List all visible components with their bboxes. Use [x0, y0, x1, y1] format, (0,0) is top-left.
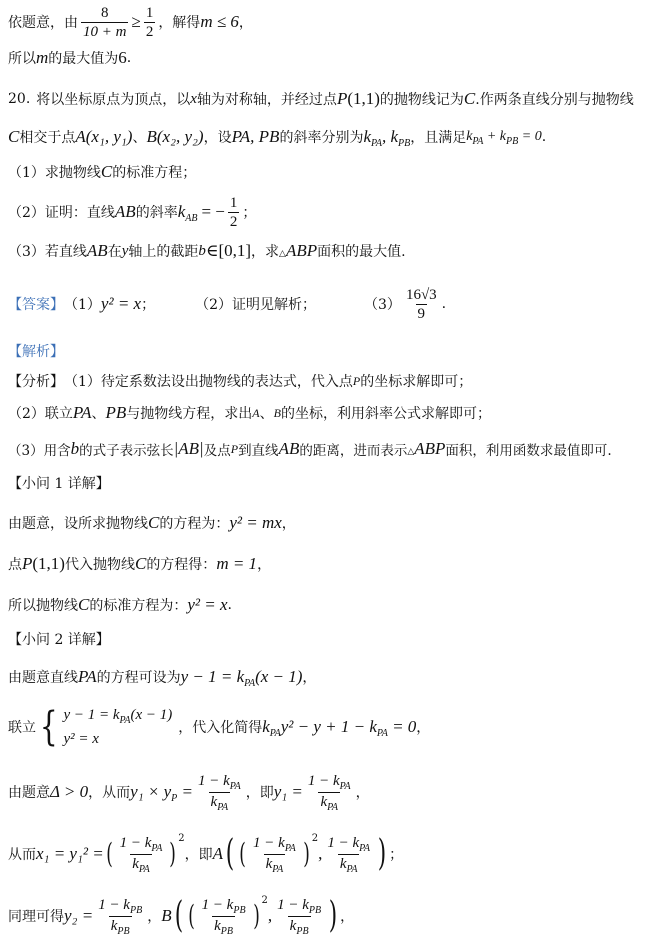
math-var: C — [463, 89, 476, 108]
math-eq: y₂ = — [64, 906, 94, 925]
text: 的方程为： — [159, 516, 230, 532]
text: ，求 — [251, 244, 280, 260]
text: 、 — [259, 406, 274, 422]
text: ，代入化简得 — [178, 720, 263, 736]
text: （3）用含 — [8, 443, 71, 459]
text: . — [441, 296, 447, 312]
fraction: $\frac{1 - k_{PA}}{k_{PA}}$ — [327, 834, 371, 875]
text: ，解得 — [158, 15, 201, 31]
text: ， — [257, 557, 272, 573]
top-line-2 — [8, 46, 648, 70]
math-var: AB — [278, 439, 300, 458]
math-eq: y² = x — [187, 595, 228, 614]
fraction: $\frac{1 - k_{PA}}{k_{PA}}$ — [253, 834, 296, 875]
math-eq: $y - 1 = k_{PA}(x - 1)$ — [180, 667, 303, 689]
text: （2）证明见解析； — [195, 297, 317, 313]
math-var: PA — [78, 667, 97, 686]
math-var: A — [75, 127, 86, 146]
text: （1）待定系数法设出抛物线的表达式，代入点 — [64, 374, 353, 390]
text: ，且满足 — [410, 130, 467, 146]
math-var: PA, PB — [231, 127, 280, 146]
math-var: AB — [114, 202, 136, 221]
triangle-symbol: △ — [407, 447, 415, 457]
fraction: $\frac{1}{2}$ — [229, 194, 238, 230]
math-eq: y₁ = — [273, 782, 303, 801]
text: 轴为对称轴，并经过点 — [196, 92, 337, 108]
fraction: $\frac{1 - k_{PA}}{k_{PA}}$ — [307, 772, 351, 813]
sub1-line-3 — [8, 592, 648, 618]
problem-line-1 — [8, 86, 648, 112]
math-var: A — [212, 844, 224, 863]
math-var: P — [230, 441, 239, 456]
math-eq: x₁ = y₁² = — [36, 844, 104, 863]
text: 与抛物线方程，求出 — [126, 406, 253, 422]
math-result: m ≤ 6 — [200, 12, 239, 31]
math-eq: y² = x — [100, 294, 142, 313]
text: 点 — [8, 557, 22, 573]
sub1-line-1 — [8, 510, 648, 536]
text: . — [541, 129, 547, 145]
text: ， — [355, 785, 370, 801]
text: 由题意 — [8, 785, 50, 801]
text: 依题意，由 — [8, 15, 78, 31]
math-slopes: $k_{PA}$, $k_{PB}$ — [363, 127, 411, 149]
sub2-line-5: 同理可得 y₂ = $\frac{1 - k_{PB}}{k_{PB}}$ ， B ( ( $\frac{1 - k_{PB}}{k_{PB}}$ ) 2 , $\frac{1 - k_{PB}}{k_{PB}}$ ) ， — [8, 894, 355, 937]
math-coord: (1,1) — [32, 554, 65, 573]
text: 的最大值为 — [48, 51, 119, 67]
text: 的距离，进而表示 — [299, 443, 408, 459]
text: 的坐标，利用斜率公式求解即可； — [280, 406, 491, 422]
math-var: P — [22, 554, 33, 573]
fraction: $\frac{1}{2}$ — [145, 4, 154, 40]
math-var: B — [273, 405, 281, 420]
text: 由题意，设所求抛物线 — [8, 516, 148, 532]
text: ，即 — [184, 847, 213, 863]
math-eq: $k_{PA}y^2 - y + 1 - k_{PA} = 0$ — [262, 717, 417, 739]
math-var: b — [198, 242, 206, 259]
fraction: $\frac{16√3}{9}$ — [405, 286, 437, 322]
text: （3）若直线 — [8, 244, 87, 260]
analysis-tag: 【解析】 — [8, 344, 64, 360]
text: 及点 — [203, 443, 231, 459]
text: 的标准方程为： — [89, 598, 188, 614]
text: 联立 — [8, 720, 36, 736]
text: 的斜率 — [135, 205, 178, 221]
text: 、 — [132, 130, 147, 146]
text: . — [126, 50, 132, 66]
analysis-line-1 — [8, 370, 648, 392]
text: （2）联立 — [8, 406, 73, 422]
math-eq: Δ > 0 — [50, 782, 89, 801]
math-var: m — [36, 48, 49, 67]
text: 的抛物线记为 — [379, 92, 464, 108]
math-eq: = − — [201, 202, 225, 221]
text: 将以坐标原点为顶点，以 — [36, 92, 191, 108]
exponent: 2 — [178, 832, 185, 844]
text: ， — [147, 909, 162, 925]
text: .作两条直线分别与抛物线 — [475, 92, 634, 108]
sub2-line-4: 从而 x₁ = y₁² = ( $\frac{1 - k_{PA}}{k_{PA}}$ ) 2 ，即 A ( ( $\frac{1 - k_{PA}}{k_{PA}}$ ) 2 , $\frac{1 - k_{PA}}{k_{PA}}$ ) ； — [8, 832, 404, 875]
text: 所以 — [8, 51, 36, 67]
part-2 — [8, 191, 648, 233]
text: ，从而 — [88, 785, 131, 801]
math-var: PB — [105, 403, 127, 422]
text: （2）证明：直线 — [8, 205, 115, 221]
fraction: $\frac{1 - k_{PB}}{k_{PB}}$ — [201, 896, 246, 937]
text: （1） — [64, 297, 101, 313]
text: 面积，利用函数求最值即可. — [445, 443, 612, 459]
math-var: |AB| — [173, 439, 204, 458]
text: 的斜率分别为 — [279, 130, 364, 146]
math-var: P — [336, 89, 348, 108]
triangle-symbol: △ — [279, 249, 286, 259]
answer-line — [8, 282, 648, 326]
fraction: $\frac{1 - k_{PA}}{k_{PA}}$ — [197, 772, 241, 813]
analysis-line-2 — [8, 402, 648, 424]
math-var: C — [100, 162, 113, 181]
text: ， — [238, 15, 253, 31]
text: （3） — [364, 297, 401, 313]
text: 在 — [107, 244, 122, 260]
text: （1）求抛物线 — [8, 165, 101, 181]
sub2-line-3 — [8, 769, 648, 815]
text: 从而 — [8, 847, 36, 863]
math-var: B — [161, 906, 172, 925]
math-value: 6 — [118, 48, 127, 67]
math-var: C — [8, 127, 20, 146]
fraction: $\frac{1 - k_{PB}}{k_{PB}}$ — [98, 896, 143, 937]
text: , — [267, 906, 273, 925]
text: 轴上的截距 — [128, 244, 199, 260]
math-var: A — [252, 405, 260, 420]
text: ， — [281, 516, 296, 532]
sub2-tag-line — [8, 628, 648, 650]
math-eq: y² = mx — [229, 513, 282, 532]
math-var: ABP — [414, 439, 446, 458]
text: , — [318, 844, 323, 863]
section-tag: 【小问 2 详解】 — [8, 632, 110, 648]
text: ， — [302, 670, 317, 686]
math-var: y — [121, 242, 129, 259]
text: 、 — [91, 406, 106, 422]
math-eq: $y_1 \times y_P$ = — [130, 782, 193, 804]
math-var: P — [352, 373, 361, 388]
section-tag: 【小问 1 详解】 — [8, 476, 110, 492]
text: . — [227, 597, 232, 613]
text: 相交于点 — [19, 130, 76, 146]
text: 所以抛物线 — [8, 598, 78, 614]
text: 代入抛物线 — [64, 557, 135, 573]
math-var: PA — [72, 403, 92, 422]
top-line-1 — [8, 2, 648, 42]
text: 由题意直线 — [8, 670, 78, 686]
math-var: ABP — [285, 241, 318, 260]
text: ； — [389, 847, 404, 863]
math-var: B — [146, 127, 157, 146]
answer-tag: 【答案】 — [8, 297, 64, 313]
problem-line-2 — [8, 124, 648, 150]
problem-number: 20. — [8, 91, 31, 107]
analysis-tag-line — [8, 340, 648, 362]
math-eq: m = 1 — [216, 554, 258, 573]
fraction: $\frac{1 - k_{PB}}{k_{PB}}$ — [277, 896, 322, 937]
text: 的坐标求解即可； — [360, 374, 473, 390]
fraction: $\frac{8}{10 + m}$ — [83, 4, 127, 40]
fraction: $\frac{1 - k_{PA}}{k_{PA}}$ — [119, 834, 163, 875]
math-var: b — [70, 439, 80, 458]
math-range: ∈[0,1] — [205, 241, 252, 260]
text: 同理可得 — [8, 909, 64, 925]
sub2-line-1 — [8, 664, 648, 690]
text: ； — [141, 297, 156, 313]
ge-symbol: ≥ — [131, 12, 141, 31]
text: 到直线 — [238, 443, 279, 459]
math-coord: (1,1) — [347, 89, 380, 108]
sub1-line-2 — [8, 551, 648, 577]
text: ， — [416, 720, 431, 736]
equation-system: { $y - 1 = k_{PA}(x - 1)$ y² = x — [39, 704, 173, 750]
math-var: AB — [86, 241, 108, 260]
sub1-tag-line — [8, 472, 648, 494]
math-coord: (x₂, y₂) — [156, 127, 204, 146]
text: 的标准方程； — [112, 165, 197, 181]
analysis-line-3 — [8, 436, 648, 462]
text: 的式子表示弦长 — [79, 443, 174, 459]
text: ，即 — [245, 785, 274, 801]
text: 面积的最大值. — [317, 244, 406, 260]
part-3 — [8, 238, 648, 264]
part-1 — [8, 160, 648, 184]
text: ，设 — [203, 130, 232, 146]
math-var: C — [78, 595, 90, 614]
text: ； — [242, 205, 257, 221]
sub2-line-2 — [8, 701, 648, 753]
text: 的方程可设为 — [96, 670, 181, 686]
exponent: 2 — [261, 894, 268, 906]
text: 的方程得： — [146, 557, 217, 573]
text: ， — [340, 909, 355, 925]
analysis-subtag: 【分析】 — [8, 374, 64, 390]
math-slope: $k_{AB}$ — [177, 202, 198, 224]
math-var: C — [134, 554, 147, 573]
math-var: x — [190, 90, 197, 107]
math-var: C — [148, 513, 160, 532]
math-condition: $k_{PA} + k_{PB} = 0$ — [466, 129, 542, 147]
math-coord: (x₁, y₁) — [85, 127, 133, 146]
